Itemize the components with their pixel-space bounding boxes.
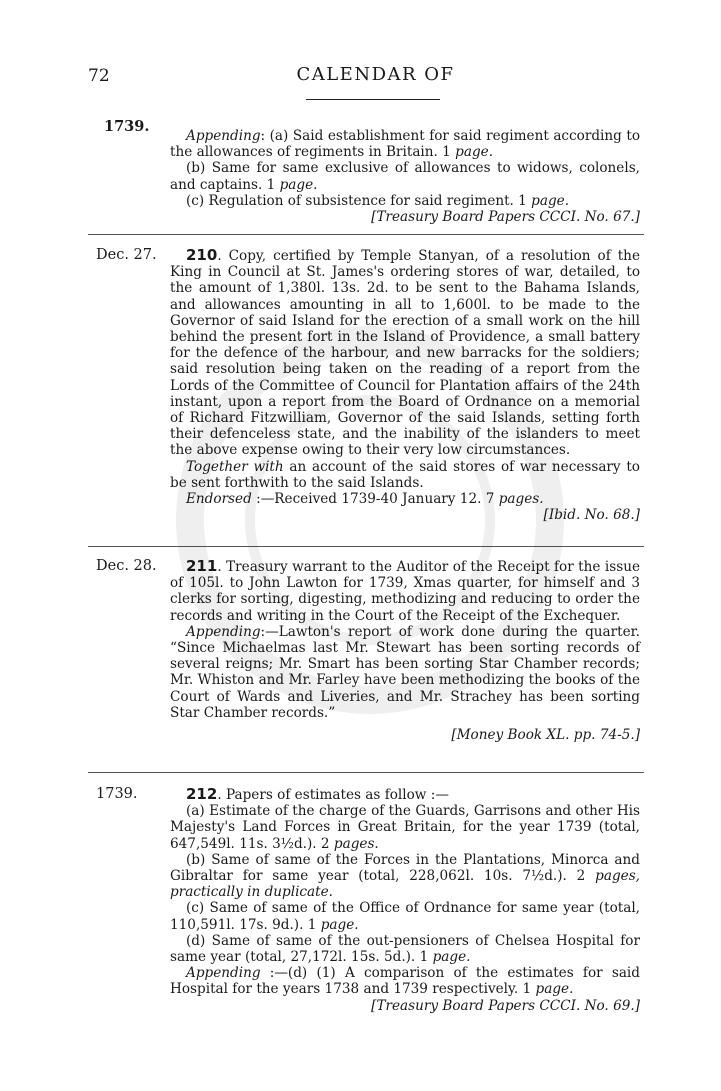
- entry-paragraph: Appending :—(d) (1) A comparison of the estimates for said Hospital for the years 1738 and 1739 respectively. 1 page.: [170, 965, 640, 998]
- entry-paragraph: Together with an account of the said stores of war necessary to be sent forthwith to the said Islands.: [170, 458, 640, 491]
- entry-body: [170, 558, 640, 743]
- entry-reference: [Treasury Board Papers CCCI. No. 69.]: [371, 997, 640, 1014]
- entry-number: 211: [186, 557, 218, 575]
- entry-date: 1739.: [96, 786, 138, 802]
- entry-paragraph: 212. Papers of estimates as follow :—: [186, 785, 449, 803]
- entry-paragraph: (c) Same of same of the Office of Ordnance for same year (total, 110,591l. 17s. 9d.). 1 page.: [170, 900, 640, 933]
- entry-reference: [Treasury Board Papers CCCI. No. 67.]: [371, 209, 640, 226]
- page-number: 72: [88, 66, 110, 86]
- entry-paragraph: 210. Copy, certified by Temple Stanyan, of a resolution of the King in Council at St. James's ordering stores of war, detailed, to the amount of 1,380l. 13s. 2d. to be sent to the Bahama Islands, and allowances amounting in all to 1,600l. to be made to the Governor of said Island for the erection of a small work on the hill behind the present fort in the Island of Providence, a small battery for the defence of the harbour, and new barracks for the soldiers; said resolution being taken on the reading of a report from the Lords of the Committee of Council for Plantation affairs of the 24th instant, upon a report from the Board of Ordnance on a memorial of Richard Fitzwilliam, Governor of the said Islands, setting forth their defenceless state, and the inability of the islanders to meet the above expense owing to their very low circumstances.: [170, 246, 640, 459]
- entry-reference: [Money Book XL. pp. 74-5.]: [451, 727, 640, 744]
- entry-paragraph: (c) Regulation of subsistence for said regiment. 1 page.: [186, 192, 570, 209]
- entry-date: Dec. 28.: [96, 558, 157, 574]
- entry-date: Dec. 27.: [96, 247, 157, 263]
- entry-paragraph: Endorsed :—Received 1739-40 January 12. 7 pages.: [186, 491, 544, 508]
- entry-number: 210: [186, 246, 218, 264]
- entry-paragraph: (b) Same for same exclusive of allowances to widows, colonels, and captains. 1 page.: [170, 160, 640, 193]
- page-header: [0, 62, 721, 102]
- entry-date: 1739.: [104, 118, 150, 135]
- running-title: CALENDAR OF: [296, 64, 455, 85]
- entry-paragraph: (a) Estimate of the charge of the Guards, Garrisons and other His Majesty's Land Forces in Great Britain, for the year 1739 (total, 647,549l. 11s. 3½d.). 2 pages.: [170, 803, 640, 852]
- header-rule: [306, 99, 440, 100]
- entry-body: [170, 128, 640, 225]
- entry-paragraph: Appending: (a) Said establishment for said regiment according to the allowances of regiments in Britain. 1 page.: [170, 128, 640, 161]
- entry-paragraph: 211. Treasury warrant to the Auditor of the Receipt for the issue of 105l. to John Lawton for 1739, Xmas quarter, for himself and 3 clerks for sorting, digesting, methodizing and reducing to order the records and writing in the Court of the Receipt of the Exchequer.: [170, 557, 640, 624]
- entry-separator: [88, 234, 644, 235]
- entry-reference: [Ibid. No. 68.]: [543, 507, 640, 524]
- entry-paragraph: (b) Same of same of the Forces in the Plantations, Minorca and Gibraltar for same year (total, 228,062l. 10s. 7½d.). 2 pages, practically in duplicate.: [170, 851, 640, 901]
- entry-body: [170, 247, 640, 523]
- entry-paragraph: Appending:—Lawton's report of work done during the quarter. “Since Michaelmas last Mr. Stewart has been sorting records of several reigns; Mr. Smart has been sorting Star Chamber records; Mr. Whiston and Mr. Farley have been methodizing the books of the Court of Wards and Liveries, and Mr. Strachey has been sorting Star Chamber records.”: [170, 623, 640, 721]
- entry-paragraph: (d) Same of same of the out-pensioners of Chelsea Hospital for same year (total, 27,172l. 15s. 5d.). 1 page.: [170, 932, 640, 966]
- entry-number: 212: [186, 785, 218, 803]
- entry-separator: [88, 546, 644, 547]
- entry-body: [170, 786, 640, 1014]
- entry-separator: [88, 772, 644, 773]
